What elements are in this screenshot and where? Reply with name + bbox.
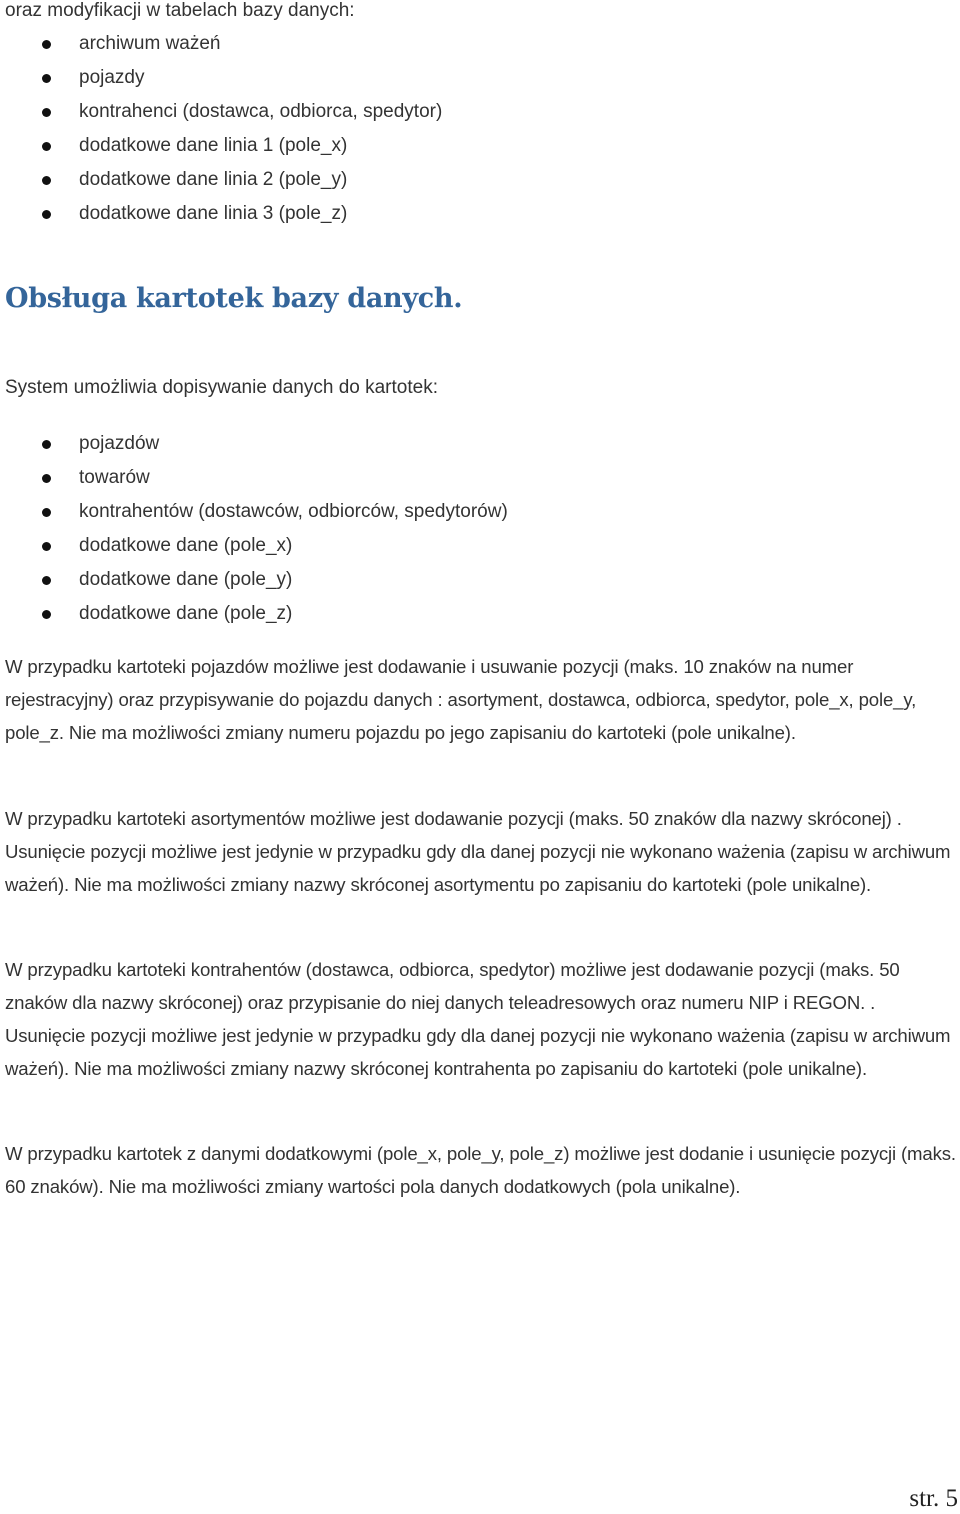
page-number: str. 5	[909, 1485, 958, 1512]
bullet-icon	[42, 108, 51, 117]
bullet-icon	[42, 508, 51, 517]
list-item	[0, 529, 940, 563]
list-item-label: pojazdy	[79, 67, 145, 88]
list-item	[0, 495, 940, 529]
list-item-label: dodatkowe dane (pole_y)	[79, 569, 293, 590]
lead-text: System umożliwia dopisywanie danych do kartotek:	[5, 377, 438, 398]
bullet-icon	[42, 576, 51, 585]
catalog-list	[0, 427, 940, 631]
list-item	[0, 563, 940, 597]
list-item-label: dodatkowe dane linia 2 (pole_y)	[79, 169, 348, 190]
assortment-paragraph: W przypadku kartoteki asortymentów możliwe jest dodawanie pozycji (maks. 50 znaków dla nazwy skróconej) . Usunięcie pozycji możliwe jest jedynie w przypadku gdy dla danej pozycji nie wykonano ważenia (zapisu w archiwum ważeń). Nie ma możliwości zmiany nazwy skróconej asortymentu po zapisaniu do kartoteki (pole unikalne).	[5, 808, 951, 895]
list-item	[0, 427, 940, 461]
list-item-label: towarów	[79, 467, 150, 488]
list-item	[0, 61, 940, 95]
list-item-label: pojazdów	[79, 433, 160, 454]
bullet-icon	[42, 440, 51, 449]
list-item	[0, 95, 940, 129]
bullet-icon	[42, 474, 51, 483]
bullet-icon	[42, 142, 51, 151]
list-item-label: dodatkowe dane (pole_z)	[79, 603, 293, 624]
vehicles-paragraph: W przypadku kartoteki pojazdów możliwe jest dodawanie i usuwanie pozycji (maks. 10 znaków na numer rejestracyjny) oraz przypisywanie do pojazdu danych : asortyment, dostawca, odbiorca, spedytor, pole_x, pole_y, pole_z. Nie ma możliwości zmiany numeru pojazdu po jego zapisaniu do kartoteki (pole unikalne).	[5, 656, 917, 743]
section-heading: Obsługa kartotek bazy danych.	[5, 283, 463, 314]
list-item-label: kontrahentów (dostawców, odbiorców, spedytorów)	[79, 501, 508, 522]
list-item	[0, 597, 940, 631]
list-item-label: dodatkowe dane linia 1 (pole_x)	[79, 135, 348, 156]
list-item	[0, 163, 940, 197]
list-item-label: dodatkowe dane linia 3 (pole_z)	[79, 203, 348, 224]
bullet-icon	[42, 176, 51, 185]
bullet-icon	[42, 610, 51, 619]
additional-data-paragraph: W przypadku kartotek z danymi dodatkowymi (pole_x, pole_y, pole_z) możliwe jest dodanie i usunięcie pozycji (maks. 60 znaków). Nie ma możliwości zmiany wartości pola danych dodatkowych (pola unikalne).	[5, 1143, 956, 1197]
list-item-label: archiwum ważeń	[79, 33, 221, 54]
list-item	[0, 129, 940, 163]
intro-text: oraz modyfikacji w tabelach bazy danych:	[5, 0, 355, 21]
bullet-icon	[42, 210, 51, 219]
list-item-label: kontrahenci (dostawca, odbiorca, spedytor)	[79, 101, 443, 122]
bullet-icon	[42, 40, 51, 49]
table-modification-list	[0, 27, 940, 231]
list-item	[0, 461, 940, 495]
list-item	[0, 27, 940, 61]
list-item-label: dodatkowe dane (pole_x)	[79, 535, 293, 556]
contractors-paragraph: W przypadku kartoteki kontrahentów (dostawca, odbiorca, spedytor) możliwe jest dodawanie pozycji (maks. 50 znaków dla nazwy skróconej) oraz przypisanie do niej danych teleadresowych oraz numeru NIP i REGON. . Usunięcie pozycji możliwe jest jedynie w przypadku gdy dla danej pozycji nie wykonano ważenia (zapisu w archiwum ważeń). Nie ma możliwości zmiany nazwy skróconej kontrahenta po zapisaniu do kartoteki (pole unikalne).	[5, 959, 951, 1079]
bullet-icon	[42, 542, 51, 551]
bullet-icon	[42, 74, 51, 83]
list-item	[0, 197, 940, 231]
